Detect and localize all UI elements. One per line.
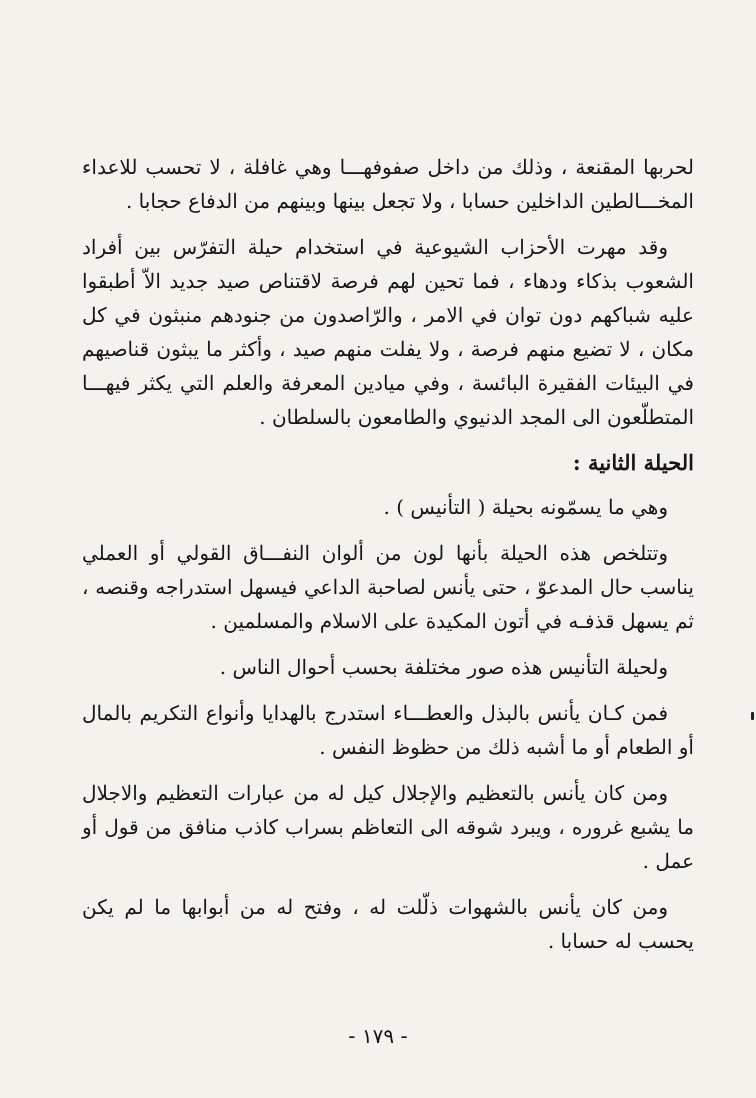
paragraph-desires: ومن كان يأنس بالشهوات ذلّلت له ، وفتح له من أبوابها ما لم يكن يحسب له حسابا . bbox=[82, 895, 694, 953]
paragraph-taanis-forms: ولحيلة التأنيس هذه صور مختلفة بحسب أحوال الناس . bbox=[219, 655, 668, 679]
page-number: - ١٧٩ - bbox=[348, 1024, 408, 1048]
section-heading: الحيلة الثانية : bbox=[572, 450, 694, 475]
paragraph-continuation: لحربها المقنعة ، وذلك من داخل صفوفهـــا وهي غافلة ، لا تحسب للاعداء المخـــالطين الداخلين حسابا ، ولا تجعل بينها وبينهم من الدفاع حجابا . bbox=[82, 155, 694, 213]
paragraph-taanis-summary: وتتلخص هذه الحيلة بأنها لون من ألوان النفـــاق القولي أو العملي يناسب حال المدعوّ ، حتى يأنس لصاحبة الداعي فيسهل استدراجه وقنصه ، ثم يسهل قذفـه في أتون المكيدة على الاسلام والمسلمين . bbox=[82, 541, 694, 633]
page-body bbox=[82, 150, 694, 970]
paragraph-communist-tactics: وقد مهرت الأحزاب الشيوعية في استخدام حيلة التفرّس بين أفراد الشعوب بذكاء ودهاء ، فما تحين لهم فرصة لاقتناص صيد جديد الاّ أطبقوا عليه شباكهم دون توان في الامر ، والرّاصدون من جنودهم منبثون في كل مكان ، لا تضيع منهم فرصة ، ولا يفلت منهم صيد ، وأكثر ما يبثون قناصيهم في البيئات الفقيرة البائسة ، وفي ميادين المعرفة والعلم التي يكثر فيهـــا المتطلّعون الى المجد الدنيوي والطامعون بالسلطان . bbox=[82, 235, 694, 429]
paragraph-glorification: ومن كان يأنس بالتعظيم والإجلال كيل له من عبارات التعظيم والاجلال ما يشبع غروره ، ويبرد شوقه الى التعاظم بسراب كاذب منافق من قول أو عمل . bbox=[82, 781, 694, 873]
scan-artifact-mark bbox=[751, 712, 754, 720]
paragraph-generosity: فمن كـان يأنس بالبذل والعطـــاء استدرج بالهدايا وأنواع التكريم بالمال أو الطعام أو ما أشبه ذلك من حظوظ النفس . bbox=[82, 701, 694, 759]
paragraph-taanis-name: وهي ما يسمّونه بحيلة ( التأنيس ) . bbox=[383, 495, 668, 519]
